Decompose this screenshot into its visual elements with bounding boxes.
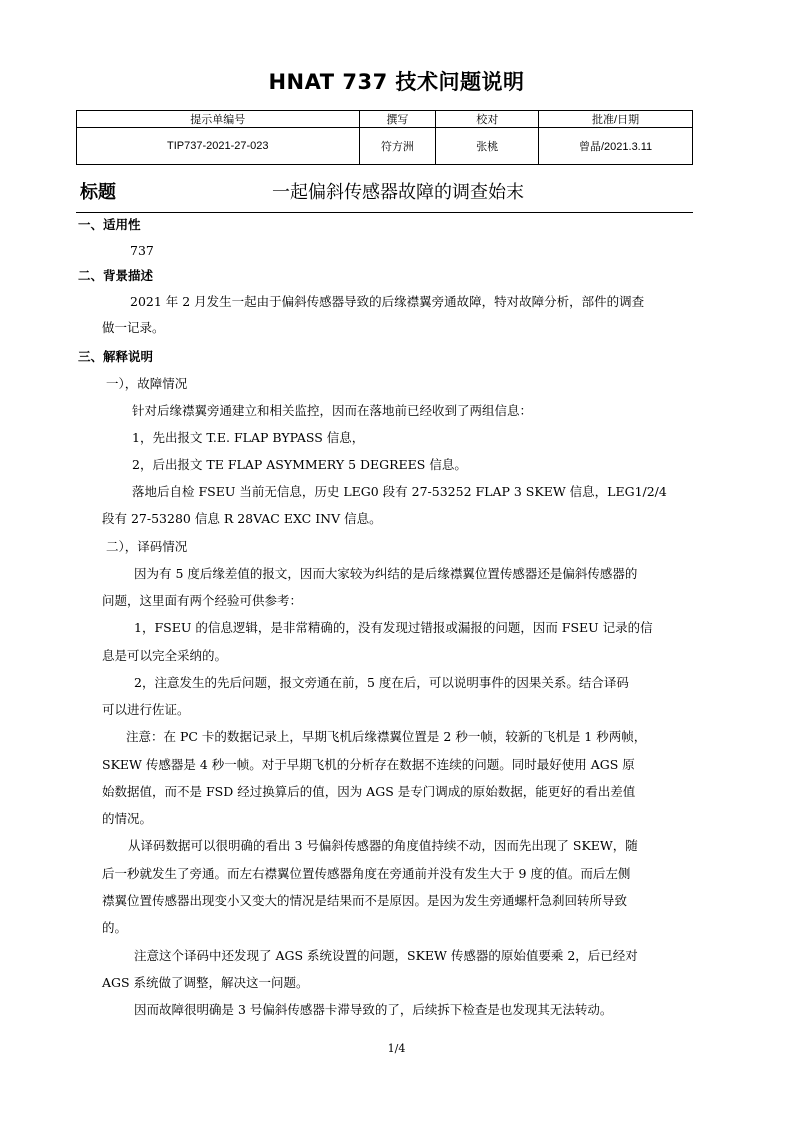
document-title: HNAT 737 技术问题说明 [268,70,525,94]
text-line: 可以进行佐证。 [102,702,190,717]
value-tip-number: TIP737-2021-27-023 [77,128,360,165]
text-line: 段有 27-53280 信息 R 28VAC EXC INV 信息。 [102,511,382,526]
header-approval-date: 批准/日期 [539,111,693,128]
text-line: 襟翼位置传感器出现变小又变大的情况是结果而不是原因。是因为发生旁通螺杆急刹回转所导致 [102,893,628,908]
value-author: 符方洲 [359,128,436,165]
header-tip-number: 提示单编号 [77,111,360,128]
subject-row [76,174,693,213]
text-line: SKEW 传感器是 4 秒一帧。对于早期飞机的分析存在数据不连续的问题。同时最好使用 AGS 原 [102,757,635,772]
text-line: 因为有 5 度后缘差值的报文，因而大家较为纠结的是后缘襟翼位置传感器还是偏斜传感器的 [134,566,638,581]
text-line: 737 [130,243,154,258]
text-line: 从译码数据可以很明确的看出 3 号偏斜传感器的角度值持续不动，因而先出现了 SKEW，随 [128,838,638,853]
info-table [76,110,693,165]
subject-text: 一起偏斜传感器故障的调查始末 [272,182,524,203]
value-proofreader: 张桃 [436,128,539,165]
text-line: 的。 [102,920,128,935]
text-line: 问题，这里面有两个经验可供参考： [102,593,303,608]
section-heading-background: 二、背景描述 [78,268,154,283]
text-line: 落地后自检 FSEU 当前无信息，历史 LEG0 段有 27-53252 FLAP 3 SKEW 信息，LEG1/2/4 [132,484,667,499]
text-line: 因而故障很明确是 3 号偏斜传感器卡滞导致的了，后续拆下检查是也发现其无法转动。 [134,1002,613,1017]
text-line: 的情况。 [102,811,153,826]
header-proofreader: 校对 [436,111,539,128]
text-line: 2，注意发生的先后问题，报文旁通在前，5 度在后，可以说明事件的因果关系。结合译码 [134,675,629,690]
text-line: 针对后缘襟翼旁通建立和相关监控，因而在落地前已经收到了两组信息： [132,403,533,418]
text-line: 2，后出报文 TE FLAP ASYMMERY 5 DEGREES 信息。 [132,457,467,472]
text-line: 1，先出报文 T.E. FLAP BYPASS 信息， [132,430,365,445]
page-number: 1/4 [387,1042,406,1055]
subheading-fault-situation: 一），故障情况 [106,376,188,391]
section-heading-explanation: 三、解释说明 [78,349,154,364]
text-line: 注意：在 PC 卡的数据记录上，早期飞机后缘襟翼位置是 2 秒一帧，较新的飞机是 1 秒两帧， [126,729,647,744]
text-line: 息是可以完全采纳的。 [102,648,228,663]
section-heading-applicability: 一、适用性 [78,217,141,232]
value-approval-date: 曾晶/2021.3.11 [539,128,693,165]
text-line: 始数据值，而不是 FSD 经过换算后的值，因为 AGS 是专门调成的原始数据，能更好的看出差值 [102,784,636,799]
text-line: 1，FSEU 的信息逻辑，是非常精确的，没有发现过错报或漏报的问题，因而 FSEU 记录的信 [134,620,653,635]
text-line: 注意这个译码中还发现了 AGS 系统设置的问题，SKEW 传感器的原始值要乘 2，后已经对 [134,948,638,963]
text-line: 后一秒就发生了旁通。而左右襟翼位置传感器角度在旁通前并没有发生大于 9 度的值。而后左侧 [102,866,631,881]
header-author: 撰写 [359,111,436,128]
text-line: 做一记录。 [102,320,165,335]
text-line: 2021 年 2 月发生一起由于偏斜传感器导致的后缘襟翼旁通故障，特对故障分析，部件的调查 [130,294,645,309]
text-line: AGS 系统做了调整，解决这一问题。 [102,975,309,990]
subheading-decoding-situation: 二），译码情况 [106,539,188,554]
subject-label: 标题 [80,182,116,203]
